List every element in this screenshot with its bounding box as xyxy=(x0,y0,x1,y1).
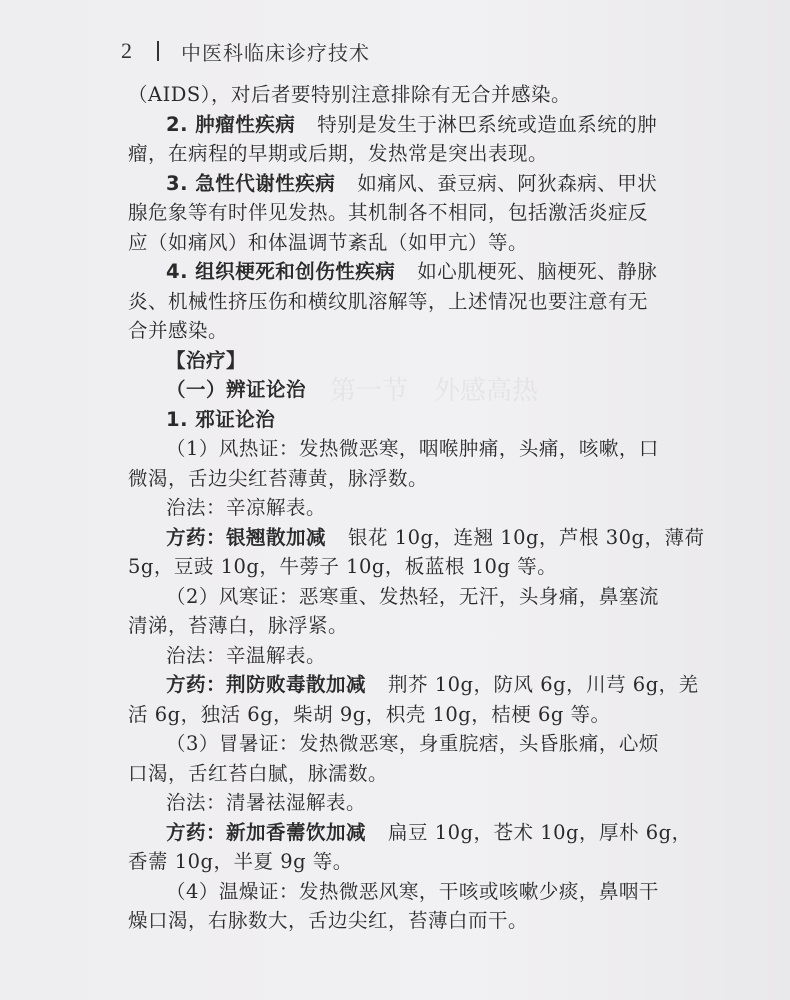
subsection-heading: （一）辨证论治 xyxy=(166,378,307,401)
text-line: 应（如痛风）和体温调节紊乱（如甲亢）等。 xyxy=(128,230,529,254)
text-line: 清涕，苔薄白，脉浮紧。 xyxy=(128,614,349,637)
text-line: 燥口渴，右脉数大，舌边尖红，苔薄白而干。 xyxy=(128,909,529,932)
section-heading-line: 4. 组织梗死和创伤性疾病 如心肌梗死、脑梗死、静脉 xyxy=(166,260,658,283)
text-line: （1）风热证：发热微恶寒，咽喉肿痛，头痛，咳嗽，口 xyxy=(166,437,659,460)
formula-line: 方药：荆防败毒散加减 荆芥 10g，防风 6g，川芎 6g，羌 xyxy=(166,673,699,696)
text-line: 炎、机械性挤压伤和横纹肌溶解等，上述情况也要注意有无 xyxy=(128,289,649,313)
book-title: 中医科临床诊疗技术 xyxy=(181,40,370,65)
section-heading: 4. 组织梗死和创伤性疾病 xyxy=(166,260,396,283)
text-line: 腺危象等有时伴见发热。其机制各不相同，包括激活炎症反 xyxy=(128,201,649,224)
section-heading: 2. 肿瘤性疾病 xyxy=(166,112,296,136)
formula-line: 方药：新加香薷饮加减 扁豆 10g，苍术 10g，厚朴 6g， xyxy=(166,820,692,844)
show-through-text: 第一节 外感高热 xyxy=(330,376,539,406)
text-line: （4）温燥证：发热微恶风寒，干咳或咳嗽少痰，鼻咽干 xyxy=(166,879,659,903)
page-header xyxy=(121,36,370,66)
page-number: 2 xyxy=(121,38,133,63)
text-line: 5g，豆豉 10g，牛蒡子 10g，板蓝根 10g 等。 xyxy=(128,555,558,578)
text-line: （AIDS），对后者要特别注意排除有无合并感染。 xyxy=(128,83,572,106)
text-line: 香薷 10g，半夏 9g 等。 xyxy=(128,850,353,873)
text-line: 治法：清暑祛湿解表。 xyxy=(166,791,367,814)
header-divider xyxy=(157,41,159,61)
formula-name: 方药：银翘散加减 xyxy=(166,525,327,549)
section-heading-line: 2. 肿瘤性疾病 特别是发生于淋巴系统或造血系统的肿 xyxy=(166,112,658,136)
text-line: （3）冒暑证：发热微恶寒，身重脘痞，头昏胀痛，心烦 xyxy=(166,732,659,755)
text-line: 微渴，舌边尖红苔薄黄，脉浮数。 xyxy=(128,466,429,490)
section-heading-line: 3. 急性代谢性疾病 如痛风、蚕豆病、阿狄森病、甲状 xyxy=(166,171,658,195)
formula-name: 方药：荆防败毒散加减 xyxy=(166,673,367,696)
text-line: 口渴，舌红苔白腻，脉濡数。 xyxy=(128,761,389,785)
text-line: 治法：辛凉解表。 xyxy=(166,496,327,519)
text-line: 治法：辛温解表。 xyxy=(166,643,327,667)
text-line: （2）风寒证：恶寒重、发热轻，无汗，头身痛，鼻塞流 xyxy=(166,584,659,608)
formula-name: 方药：新加香薷饮加减 xyxy=(166,820,367,844)
treatment-heading: 【治疗】 xyxy=(166,348,247,372)
text-line: 瘤，在病程的早期或后期，发热常是突出表现。 xyxy=(128,142,549,165)
text-line: 活 6g，独活 6g，柴胡 9g，枳壳 10g，桔梗 6g 等。 xyxy=(128,702,611,726)
section-heading: 3. 急性代谢性疾病 xyxy=(166,171,336,195)
text-line: 合并感染。 xyxy=(128,319,229,342)
subsection-heading: 1. 邪证论治 xyxy=(166,407,276,431)
formula-line: 方药：银翘散加减 银花 10g，连翘 10g，芦根 30g，薄荷 xyxy=(166,525,705,549)
